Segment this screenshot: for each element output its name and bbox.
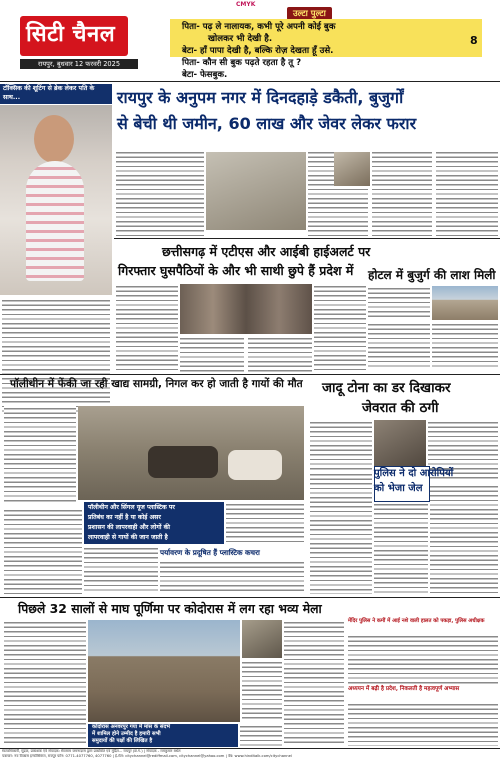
main-headline-line2: से बेची थी जमीन, 60 लाख और जेवर लेकर फरार [117, 114, 417, 133]
hotel-headline: होटल में बुजुर्ग की लाश मिली [368, 268, 496, 282]
main-photo-2 [334, 152, 370, 186]
main-col1 [116, 150, 204, 236]
kodarsa-side-head1: मेंदिर पुलिस ने कमीं में आई नशे वाली हालत को पकड़ा, पुलिस अधीक्षक [348, 618, 485, 624]
footer-line-2: पत्राचार: नव विकास इन्फोसिस्टम, रायपुर फोन: 0771-4077760, 4077760 | ई-मेल: citychannel@rediffmail.com, citychannel@yahoo.com | वेब: www.hinditalk.com/citychannel [2, 754, 292, 758]
joke-line-2: खोलकर भी देखी है. [208, 34, 273, 44]
polythene-col5 [160, 560, 304, 594]
polythene-col3 [226, 502, 304, 544]
jadu-col1 [310, 420, 372, 470]
jadu-headline-line2: जेवरात की ठगी [362, 400, 439, 416]
kodarsa-col4 [284, 620, 344, 746]
jadu-col5 [430, 484, 498, 594]
polythene-box-line3: प्रशासन की लापरवाही और लोगों की [88, 524, 170, 531]
kodarsa-col1 [4, 620, 86, 746]
ulta-pulta-label: उल्टा पुल्टा [287, 7, 332, 20]
ats-headline-line2: गिरफ्तार घुसपैठियों के और भी साथी छुपे हैं प्रदेश में [118, 263, 354, 278]
cmyk-mark: CMYK [236, 1, 256, 8]
masthead-rule [0, 81, 500, 82]
kodarsa-box-line1: कोदोरास अनवरपुर गया में मांस के संदर्भ [92, 724, 170, 730]
ats-photo [180, 284, 312, 334]
polythene-col4 [84, 546, 158, 594]
main-col4 [436, 150, 498, 236]
joke-line-1: पिता- पढ़ ले नालायक, कभी पूरे अपनी कोई बुक [182, 22, 336, 32]
polythene-headline: पॉलीथीन में फेंकी जा रही खाद्य सामग्री, निगल कर हो जाती है गायों की मौत [10, 378, 303, 390]
kodarsa-col6 [348, 702, 498, 746]
paper-title: सिटी चैनल [26, 22, 116, 47]
polythene-box-line2: प्रतिबंध का नहीं है या कोई असर [88, 514, 161, 521]
ats-headline-line1: छत्तीसगढ़ में एटीएस और आईबी हाईअलर्ट पर [162, 244, 371, 259]
kodarsa-col3 [240, 724, 282, 747]
main-col3 [372, 150, 432, 236]
main-headline-line1: रायपुर के अनुपम नगर में दिनदहाड़े डकैती, बुजुर्गों [117, 88, 404, 107]
ats-col3 [248, 336, 312, 372]
jadu-callout: पुलिस ने दो आरोपियों को भेजा जेल [374, 468, 454, 494]
polythene-col1 [4, 406, 76, 504]
ats-col1 [116, 284, 178, 372]
kodarsa-photo-2 [242, 620, 282, 658]
polythene-photo [78, 406, 304, 500]
kodarsa-col2 [242, 660, 282, 722]
kodarsa-headline: पिछले 32 सालों से माघ पूर्णिमा पर कोदोरास में लग रहा भव्य मेला [18, 601, 322, 616]
polythene-subhead: पर्यावरण के प्रदूषित हैं प्लास्टिक कचरा [160, 548, 260, 557]
main-photo-1 [206, 152, 306, 230]
kiara-headline: टॉक्सिक की शूटिंग से ब्रेक लेकर पति के साथ... [3, 85, 95, 101]
polythene-col2 [4, 508, 82, 594]
page-number: 8 [470, 34, 478, 47]
joke-line-5: बेटा- फेसबुक. [182, 70, 228, 80]
jadu-col3 [310, 472, 372, 594]
kodarsa-box-line3: समुदायों की पक्षों की लिखित है [92, 738, 153, 744]
hotel-col3 [432, 322, 498, 370]
polythene-box-line1: पॉलीथीन और सिंगल यूज प्लास्टिक पर [88, 504, 175, 511]
hotel-col2 [368, 322, 430, 370]
footer-line-1: स्वत्वाधिकारी, मुद्रक, प्रकाशक एवं संपादक: सेवाराम जमनादास द्वारा प्रकाशित एवं मुद्रित... रायपुर (छ.ग.) | संपादक - रामकुमार बधेल [2, 749, 181, 753]
kodarsa-col5 [348, 634, 498, 684]
ats-col4 [314, 284, 366, 372]
main-rule [114, 238, 500, 239]
hotel-col1 [368, 286, 430, 320]
lower-rule [0, 597, 500, 598]
kiara-photo [0, 105, 112, 295]
kiara-body [2, 298, 110, 413]
jadu-col4 [374, 502, 428, 594]
joke-line-4: पिता- कौन सी बुक पढ़ते रहता है तू ? [182, 58, 302, 68]
jadu-photo [374, 420, 426, 466]
mid-rule [0, 374, 500, 375]
joke-line-3: बेटा- हाँ पापा देखी है, बल्कि रोज़ देखता हूँ उसे. [182, 46, 334, 56]
jadu-headline-line1: जादू टोना का डर दिखाकर [322, 380, 451, 396]
hotel-photo [432, 286, 498, 320]
date-line: रायपुर, बुधवार 12 फरवरी 2025 [20, 59, 138, 69]
kodarsa-side-head2: अध्ययन में बढ़ी है प्रदेश, निकलती है महत्वपूर्ण अभ्यास [348, 686, 460, 692]
kodarsa-photo [88, 620, 240, 722]
ats-col2 [180, 336, 244, 372]
kodarsa-box-line2: में शामिल होने उम्मीद है हमारी सभी [92, 731, 161, 737]
polythene-box-line4: लापरवाही से गायों की जान जाती है [88, 534, 168, 541]
